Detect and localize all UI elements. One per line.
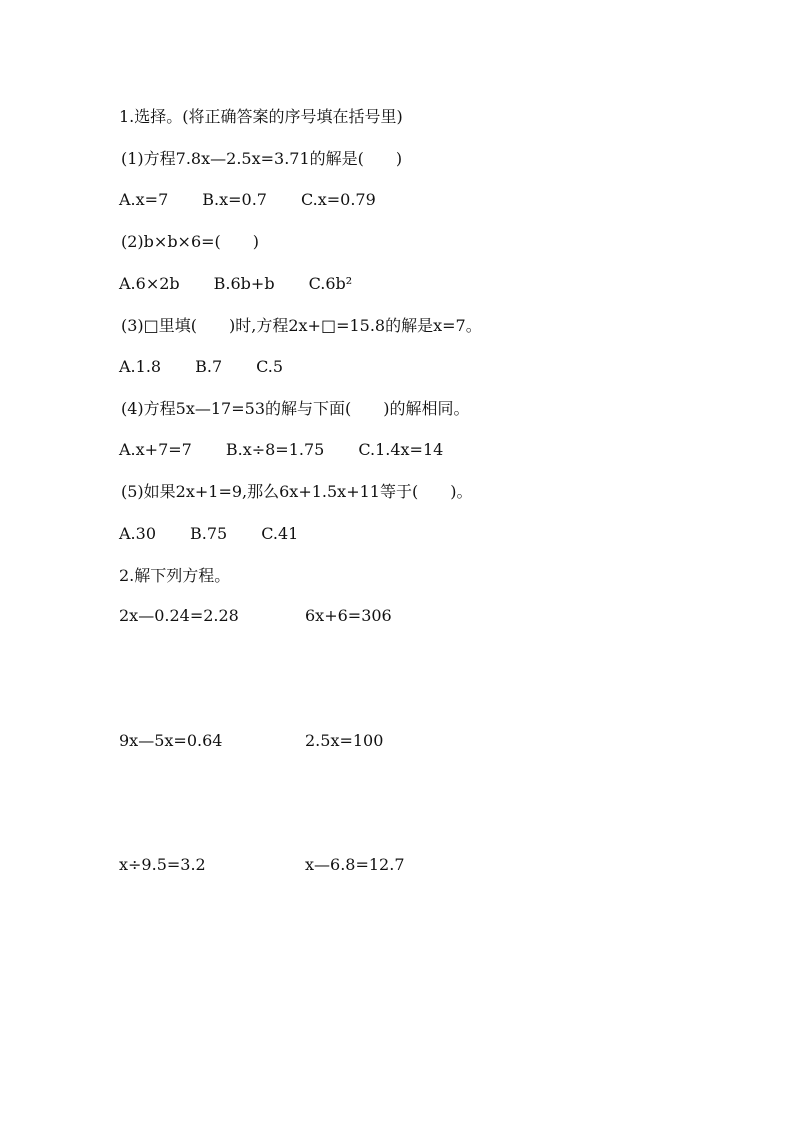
question-4-option-c: C.1.4x=14: [358, 440, 444, 459]
question-1-option-c: C.x=0.79: [300, 190, 376, 209]
question-5-option-c: C.41: [261, 524, 299, 543]
equation-row-3-right: x—6.8=12.7: [305, 855, 405, 874]
question-1-option-a: A.x=7: [119, 190, 169, 209]
section1-title: 1.选择。(将正确答案的序号填在括号里): [119, 107, 403, 126]
question-3-option-c: C.5: [256, 357, 284, 376]
question-3-options: [119, 357, 283, 377]
question-4-prompt: (4)方程5x—17=53的解与下面( )的解相同。: [121, 399, 470, 418]
question-3-option-b: B.7: [195, 357, 223, 376]
equation-row-3-left: x÷9.5=3.2: [119, 855, 206, 874]
equation-row-2-right: 2.5x=100: [305, 731, 384, 750]
question-1-prompt: (1)方程7.8x—2.5x=3.71的解是( ): [121, 149, 403, 168]
question-2-option-b: B.6b+b: [213, 274, 275, 293]
question-2-option-c: C.6b²: [308, 274, 353, 293]
equation-row-2-left: 9x—5x=0.64: [119, 731, 223, 750]
question-4-options: [119, 440, 443, 460]
question-5-option-b: B.75: [190, 524, 228, 543]
question-2-prompt: (2)b×b×6=( ): [121, 232, 260, 251]
question-1-option-b: B.x=0.7: [202, 190, 267, 209]
question-4-option-b: B.x÷8=1.75: [225, 440, 325, 459]
question-5-option-a: A.30: [119, 524, 156, 543]
question-2-option-a: A.6×2b: [119, 274, 180, 293]
question-5-options: [119, 524, 298, 544]
question-3-prompt: (3)□里填( )时,方程2x+□=15.8的解是x=7。: [121, 316, 482, 335]
question-4-option-a: A.x+7=7: [119, 440, 192, 459]
question-1-options: [119, 190, 376, 210]
equation-row-1-right: 6x+6=306: [305, 606, 392, 625]
section2-title: 2.解下列方程。: [119, 566, 231, 585]
question-2-options: [119, 274, 352, 294]
equation-row-1-left: 2x—0.24=2.28: [119, 606, 239, 625]
question-5-prompt: (5)如果2x+1=9,那么6x+1.5x+11等于( )。: [121, 482, 473, 501]
question-3-option-a: A.1.8: [119, 357, 162, 376]
